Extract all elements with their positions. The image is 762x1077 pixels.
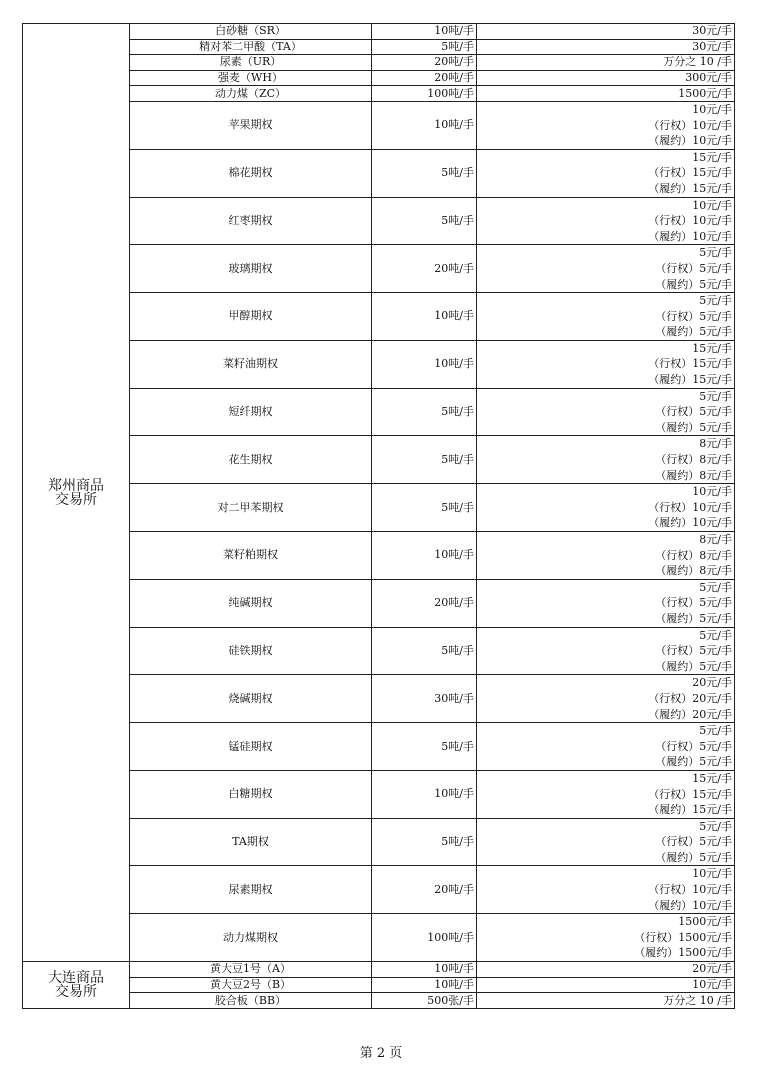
fee-line-value: 8元/手 xyxy=(699,533,732,546)
fee-line-value: 5元/手 xyxy=(699,261,732,275)
fee-value: 1500元/手 xyxy=(477,86,735,102)
table-row xyxy=(23,977,735,993)
product-name: 菜籽油期权 xyxy=(130,340,372,388)
fee-line xyxy=(479,850,732,866)
product-name: 强麦（WH） xyxy=(130,70,372,86)
fee-line-value: 5元/手 xyxy=(699,628,732,642)
fee-line-prefix: （履约） xyxy=(655,611,700,625)
fee-cell xyxy=(477,101,735,149)
fee-line xyxy=(479,229,732,245)
fee-line xyxy=(479,150,732,166)
trading-unit: 5吨/手 xyxy=(372,436,477,484)
fee-cell xyxy=(477,484,735,532)
table-row xyxy=(23,436,735,484)
product-name: 短纤期权 xyxy=(130,388,372,436)
fee-line xyxy=(479,515,732,531)
trading-unit: 5吨/手 xyxy=(372,149,477,197)
fee-line xyxy=(479,309,732,325)
fee-cell xyxy=(477,436,735,484)
trading-unit: 10吨/手 xyxy=(372,532,477,580)
product-name: 棉花期权 xyxy=(130,149,372,197)
fee-line-value: 5元/手 xyxy=(699,835,732,849)
product-name: 硅铁期权 xyxy=(130,627,372,675)
fee-line xyxy=(479,563,732,579)
trading-unit: 10吨/手 xyxy=(372,24,477,40)
fee-line-value: 15元/手 xyxy=(692,150,732,164)
fee-line-value: 15元/手 xyxy=(692,787,732,801)
trading-unit: 20吨/手 xyxy=(372,55,477,71)
fee-line-prefix: （履约） xyxy=(648,898,693,912)
fee-cell xyxy=(477,197,735,245)
fee-line-value: 10元/手 xyxy=(692,516,732,530)
fee-cell xyxy=(477,818,735,866)
fee-line-value: 15元/手 xyxy=(692,341,732,355)
fee-line-prefix: （行权） xyxy=(655,453,700,467)
fee-line-prefix: （行权） xyxy=(655,644,700,658)
fee-line-prefix: （行权） xyxy=(648,883,693,897)
fee-line-value: 5元/手 xyxy=(699,309,732,323)
fee-line-prefix: （履约） xyxy=(634,946,679,960)
exchange-name-line: 交易所 xyxy=(55,983,97,1000)
fee-line xyxy=(479,261,732,277)
fee-cell xyxy=(477,293,735,341)
product-name: 尿素期权 xyxy=(130,866,372,914)
fee-line-prefix: （行权） xyxy=(655,309,700,323)
fee-line-value: 5元/手 xyxy=(699,659,732,673)
fee-value: 30元/手 xyxy=(477,39,735,55)
fee-line-value: 15元/手 xyxy=(692,181,732,195)
fee-line-value: 10元/手 xyxy=(692,500,732,514)
product-name: 尿素（UR） xyxy=(130,55,372,71)
product-name: 甲醇期权 xyxy=(130,293,372,341)
fee-line xyxy=(479,293,732,309)
fee-line-value: 15元/手 xyxy=(692,373,732,387)
fee-line xyxy=(479,532,732,548)
trading-unit: 10吨/手 xyxy=(372,101,477,149)
fee-line-prefix: （履约） xyxy=(648,803,693,817)
fee-line-prefix: （履约） xyxy=(655,564,700,578)
trading-unit: 100吨/手 xyxy=(372,86,477,102)
fee-line-value: 5元/手 xyxy=(699,580,732,594)
fee-line-value: 20元/手 xyxy=(692,691,732,705)
table-row xyxy=(23,24,735,40)
fee-line-prefix: （履约） xyxy=(648,373,693,387)
trading-unit: 10吨/手 xyxy=(372,770,477,818)
fee-line-prefix: （行权） xyxy=(648,787,693,801)
product-name: 菜籽粕期权 xyxy=(130,532,372,580)
table-row xyxy=(23,675,735,723)
fee-line-value: 15元/手 xyxy=(692,771,732,785)
fee-line-value: 20元/手 xyxy=(692,676,732,690)
fee-line xyxy=(479,675,732,691)
fee-line xyxy=(479,659,732,675)
fee-line-prefix: （履约） xyxy=(648,181,693,195)
trading-unit: 10吨/手 xyxy=(372,962,477,978)
fee-line-value: 15元/手 xyxy=(692,803,732,817)
exchange-name-line: 交易所 xyxy=(55,491,97,508)
fee-cell xyxy=(477,340,735,388)
fee-line xyxy=(479,277,732,293)
fee-line-prefix: （行权） xyxy=(655,739,700,753)
trading-unit: 5吨/手 xyxy=(372,818,477,866)
exchange-name-line: 大连商品 xyxy=(48,969,104,986)
fee-cell xyxy=(477,627,735,675)
fee-line-prefix: （履约） xyxy=(655,325,700,339)
fee-line xyxy=(479,133,732,149)
table-row xyxy=(23,962,735,978)
fee-line-value: 5元/手 xyxy=(699,611,732,625)
fee-line-value: 8元/手 xyxy=(699,468,732,482)
product-name: 动力煤期权 xyxy=(130,914,372,962)
fee-line-prefix: （履约） xyxy=(655,277,700,291)
table-row xyxy=(23,866,735,914)
fee-cell xyxy=(477,723,735,771)
fee-line xyxy=(479,213,732,229)
fee-line xyxy=(479,452,732,468)
fee-line-value: 10元/手 xyxy=(692,229,732,243)
fee-line-value: 10元/手 xyxy=(692,198,732,212)
fee-line-value: 8元/手 xyxy=(699,564,732,578)
exchange-name-line: 郑州商品 xyxy=(48,477,104,494)
trading-unit: 30吨/手 xyxy=(372,675,477,723)
fee-line xyxy=(479,118,732,134)
fee-line-prefix: （行权） xyxy=(648,214,693,228)
fee-line-value: 5元/手 xyxy=(699,246,732,260)
fee-line-value: 1500元/手 xyxy=(678,946,732,960)
trading-unit: 20吨/手 xyxy=(372,245,477,293)
fee-line-value: 5元/手 xyxy=(699,644,732,658)
fee-line xyxy=(479,580,732,596)
fee-line-prefix: （行权） xyxy=(648,357,693,371)
table-row xyxy=(23,818,735,866)
fee-line-value: 5元/手 xyxy=(699,819,732,833)
product-name: TA期权 xyxy=(130,818,372,866)
product-name: 对二甲苯期权 xyxy=(130,484,372,532)
fee-line-value: 5元/手 xyxy=(699,277,732,291)
fee-line-value: 5元/手 xyxy=(699,739,732,753)
fee-line xyxy=(479,548,732,564)
fee-line-value: 10元/手 xyxy=(692,118,732,132)
fee-cell xyxy=(477,388,735,436)
trading-unit: 10吨/手 xyxy=(372,340,477,388)
product-name: 黄大豆2号（B） xyxy=(130,977,372,993)
fee-line-prefix: （行权） xyxy=(634,930,679,944)
fee-line xyxy=(479,707,732,723)
trading-unit: 100吨/手 xyxy=(372,914,477,962)
fee-cell xyxy=(477,866,735,914)
product-name: 胶合板（BB） xyxy=(130,993,372,1009)
fee-line-value: 15元/手 xyxy=(692,166,732,180)
fee-cell xyxy=(477,675,735,723)
fee-line-value: 10元/手 xyxy=(692,485,732,499)
fee-line xyxy=(479,898,732,914)
fee-line xyxy=(479,372,732,388)
fee-line-prefix: （行权） xyxy=(655,835,700,849)
product-name: 玻璃期权 xyxy=(130,245,372,293)
trading-unit: 10吨/手 xyxy=(372,977,477,993)
product-name: 锰硅期权 xyxy=(130,723,372,771)
fee-line xyxy=(479,436,732,452)
exchange-name-cell xyxy=(23,962,130,1009)
fee-line-value: 5元/手 xyxy=(699,596,732,610)
fee-line-prefix: （履约） xyxy=(655,468,700,482)
fee-value: 万分之 10 /手 xyxy=(477,993,735,1009)
fee-line-prefix: （行权） xyxy=(655,548,700,562)
table-row xyxy=(23,627,735,675)
fee-value: 300元/手 xyxy=(477,70,735,86)
table-row xyxy=(23,101,735,149)
table-row xyxy=(23,388,735,436)
fee-line xyxy=(479,787,732,803)
fee-line xyxy=(479,324,732,340)
fee-line-prefix: （行权） xyxy=(648,691,693,705)
trading-unit: 5吨/手 xyxy=(372,39,477,55)
fee-line xyxy=(479,643,732,659)
page-number: 第 2 页 xyxy=(359,1046,403,1061)
fee-line-prefix: （履约） xyxy=(655,850,700,864)
table-row xyxy=(23,293,735,341)
fee-line-value: 10元/手 xyxy=(692,214,732,228)
fee-line xyxy=(479,882,732,898)
fee-line-prefix: （履约） xyxy=(655,659,700,673)
fee-line xyxy=(479,595,732,611)
table-row xyxy=(23,86,735,102)
fee-line xyxy=(479,691,732,707)
product-name: 动力煤（ZC） xyxy=(130,86,372,102)
fee-line-prefix: （履约） xyxy=(648,134,693,148)
fee-line-value: 8元/手 xyxy=(699,453,732,467)
fee-line xyxy=(479,468,732,484)
fee-line-prefix: （行权） xyxy=(648,500,693,514)
trading-unit: 5吨/手 xyxy=(372,723,477,771)
trading-unit: 20吨/手 xyxy=(372,579,477,627)
trading-unit: 500张/手 xyxy=(372,993,477,1009)
fee-line-value: 1500元/手 xyxy=(678,915,732,929)
fee-line-value: 5元/手 xyxy=(699,405,732,419)
fee-line xyxy=(479,500,732,516)
product-name: 黄大豆1号（A） xyxy=(130,962,372,978)
fee-line-prefix: （行权） xyxy=(648,118,693,132)
trading-unit: 20吨/手 xyxy=(372,866,477,914)
fee-line xyxy=(479,356,732,372)
table-row xyxy=(23,579,735,627)
table-row xyxy=(23,55,735,71)
fee-line xyxy=(479,484,732,500)
fee-line-value: 10元/手 xyxy=(692,898,732,912)
fee-line xyxy=(479,611,732,627)
table-row xyxy=(23,245,735,293)
table-row xyxy=(23,39,735,55)
product-name: 苹果期权 xyxy=(130,101,372,149)
fee-line-value: 8元/手 xyxy=(699,548,732,562)
fee-line xyxy=(479,341,732,357)
fee-cell xyxy=(477,770,735,818)
fee-line xyxy=(479,420,732,436)
fee-line-value: 15元/手 xyxy=(692,357,732,371)
trading-unit: 10吨/手 xyxy=(372,293,477,341)
fee-line-prefix: （履约） xyxy=(655,755,700,769)
trading-unit: 20吨/手 xyxy=(372,70,477,86)
fee-line xyxy=(479,802,732,818)
fee-table xyxy=(22,23,735,1009)
table-row xyxy=(23,770,735,818)
table-row xyxy=(23,532,735,580)
trading-unit: 5吨/手 xyxy=(372,484,477,532)
fee-value: 万分之 10 /手 xyxy=(477,55,735,71)
fee-line-value: 5元/手 xyxy=(699,724,732,738)
table-row xyxy=(23,149,735,197)
fee-line xyxy=(479,102,732,118)
fee-line-value: 5元/手 xyxy=(699,420,732,434)
product-name: 精对苯二甲酸（TA） xyxy=(130,39,372,55)
table-row xyxy=(23,914,735,962)
fee-cell xyxy=(477,532,735,580)
fee-cell xyxy=(477,579,735,627)
fee-line xyxy=(479,945,732,961)
fee-line xyxy=(479,771,732,787)
fee-cell xyxy=(477,149,735,197)
fee-line xyxy=(479,198,732,214)
table-row xyxy=(23,70,735,86)
table-row xyxy=(23,723,735,771)
table-row xyxy=(23,340,735,388)
fee-line-value: 1500元/手 xyxy=(678,930,732,944)
fee-line xyxy=(479,834,732,850)
trading-unit: 5吨/手 xyxy=(372,627,477,675)
fee-line-prefix: （行权） xyxy=(655,261,700,275)
fee-line xyxy=(479,181,732,197)
fee-line xyxy=(479,389,732,405)
fee-table-body xyxy=(23,24,735,1009)
exchange-name-cell xyxy=(23,24,130,962)
fee-line-prefix: （行权） xyxy=(655,405,700,419)
fee-line xyxy=(479,165,732,181)
fee-line xyxy=(479,754,732,770)
fee-line-value: 10元/手 xyxy=(692,134,732,148)
trading-unit: 5吨/手 xyxy=(372,388,477,436)
fee-line xyxy=(479,739,732,755)
fee-line xyxy=(479,723,732,739)
fee-line xyxy=(479,866,732,882)
fee-line-value: 10元/手 xyxy=(692,883,732,897)
fee-line-value: 20元/手 xyxy=(692,707,732,721)
fee-line-prefix: （履约） xyxy=(648,516,693,530)
product-name: 花生期权 xyxy=(130,436,372,484)
fee-line xyxy=(479,819,732,835)
fee-line-value: 5元/手 xyxy=(699,325,732,339)
product-name: 红枣期权 xyxy=(130,197,372,245)
trading-unit: 5吨/手 xyxy=(372,197,477,245)
product-name: 白砂糖（SR） xyxy=(130,24,372,40)
fee-line-value: 5元/手 xyxy=(699,389,732,403)
table-row xyxy=(23,197,735,245)
fee-line xyxy=(479,628,732,644)
fee-line-prefix: （履约） xyxy=(648,707,693,721)
fee-line-prefix: （行权） xyxy=(648,166,693,180)
fee-line-prefix: （履约） xyxy=(655,420,700,434)
fee-line xyxy=(479,404,732,420)
fee-line xyxy=(479,914,732,930)
fee-cell xyxy=(477,914,735,962)
fee-line xyxy=(479,930,732,946)
product-name: 烧碱期权 xyxy=(130,675,372,723)
fee-line xyxy=(479,245,732,261)
table-row xyxy=(23,993,735,1009)
fee-line-value: 10元/手 xyxy=(692,102,732,116)
fee-value: 30元/手 xyxy=(477,24,735,40)
fee-line-value: 8元/手 xyxy=(699,437,732,451)
fee-line-value: 5元/手 xyxy=(699,755,732,769)
product-name: 白糖期权 xyxy=(130,770,372,818)
fee-line-prefix: （行权） xyxy=(655,596,700,610)
fee-value: 10元/手 xyxy=(477,977,735,993)
fee-cell xyxy=(477,245,735,293)
product-name: 纯碱期权 xyxy=(130,579,372,627)
fee-line-value: 5元/手 xyxy=(699,294,732,308)
fee-line-value: 10元/手 xyxy=(692,867,732,881)
table-row xyxy=(23,484,735,532)
fee-line-prefix: （履约） xyxy=(648,229,693,243)
fee-line-value: 5元/手 xyxy=(699,850,732,864)
fee-value: 20元/手 xyxy=(477,962,735,978)
